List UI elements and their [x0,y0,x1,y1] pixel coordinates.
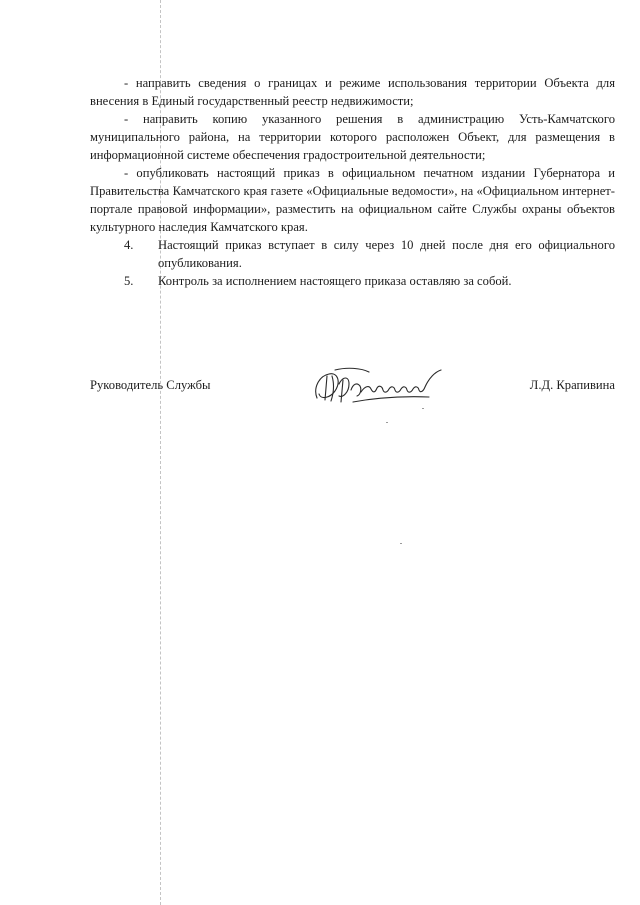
numbered-item-5 [90,272,615,290]
signer-name: Л.Д. Крапивина [529,378,615,392]
item-number: 4. [124,238,134,252]
item-text: Настоящий приказ вступает в силу через 10 дней после дня его официального опубликования. [158,238,615,270]
item-number: 5. [124,274,134,288]
signature-speck [422,408,424,409]
bullet-paragraph-registry: - направить сведения о границах и режиме использования территории Объекта для внесения в Единый государственный реестр недвижимости; [90,76,615,108]
signer-position: Руководитель Службы [90,378,211,392]
signature-block [90,370,615,430]
numbered-item-4 [90,236,615,272]
item-text: Контроль за исполнением настоящего приказа оставляю за собой. [158,274,512,288]
handwritten-signature [305,362,455,417]
bullet-paragraph-administration: - направить копию указанного решения в администрацию Усть-Камчатского муниципального района, на территории которого расположен Объект, для размещения в информационной системе обеспечения градостроительной деятельности; [90,112,615,162]
document-body [90,74,615,290]
signature-speck [386,422,388,423]
bullet-paragraph-publication: - опубликовать настоящий приказ в официальном печатном издании Губернатора и Правительства Камчатского края газете «Официальные ведомости», на «Официальном интернет-портале правовой информации», разместить на официальном сайте Службы охраны объектов культурного наследия Камчатского края. [90,166,615,234]
scan-speck [400,543,402,544]
